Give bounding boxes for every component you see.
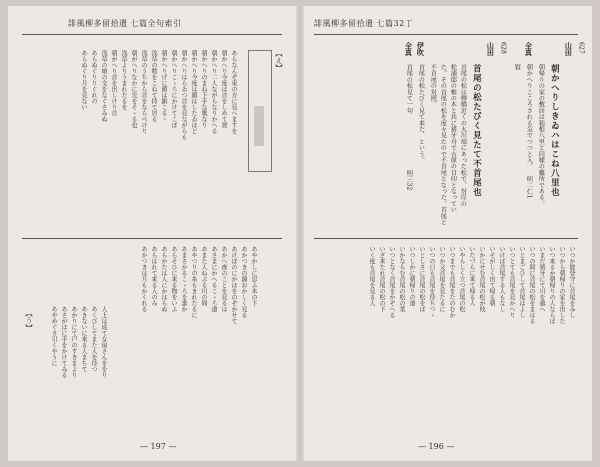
entry-628-text-4: 不首尾の対照。 [429, 64, 437, 108]
entry-628-text-6: 首尾の松見て一句 [405, 64, 413, 114]
section-marker-e: 【え】 [275, 50, 283, 71]
verse-line: いけば首尾する人もなし [498, 246, 505, 312]
entry-627-ref: 明二仁1 [525, 176, 533, 199]
entry-628-ref: 明三32 [405, 170, 413, 191]
verse-line: いとまごひして首尾はよし [518, 246, 525, 318]
verse-line: あらそひに来る物をいふ [170, 246, 177, 312]
right-page-header: 誹風柳多留拾遺 七篇32丁 [314, 19, 414, 28]
entry-627-title: 朝かへりしきゐハはこね八里也 [549, 64, 560, 197]
verse-column-block-a [158, 50, 238, 230]
verse-line: いつか又首尾を見たるに [438, 246, 445, 312]
entry-628-text-3: た。その首尾の松を度々見たので不首尾となった。首尾と [439, 64, 447, 226]
verse-line: いく度も首尾を見る人 [368, 246, 375, 306]
verse-line: あやかしに思ふ木の下 [250, 246, 257, 306]
verse-line: 浅草のうちから首をならべけり [140, 50, 147, 134]
verse-line: あらかたは人にかはらぬ [160, 246, 167, 312]
entry-628-text-5: 首尾の松たびく見て来た、という。 [417, 64, 425, 164]
verse-line: あらぬぐり月を見ない [80, 50, 87, 110]
entry-628-head: 山田 [486, 42, 496, 56]
book-spread [8, 6, 592, 461]
entry-627-label-2: 全真 [524, 42, 534, 56]
entry-628-number: 628 [499, 42, 507, 54]
entry-628-title: 首尾の松たびく見たて不首尾也 [471, 64, 482, 197]
entry-628-text-1: 首尾の松は柳橋近くの大川端にあった松で、対岸の [459, 64, 467, 207]
verse-line: 浅草の数をこねて持て居る [150, 50, 157, 122]
verse-line: あかへ夜のことを見るは [220, 246, 227, 312]
verse-line: あまさかるこゝろを誰か [180, 246, 187, 312]
entry-628-label-3: 全真 [404, 42, 414, 56]
verse-line: 朝かへりこゝろにかけてこぼ [170, 50, 177, 128]
left-page-header: 誹風柳多留拾遺 七篇全句索引 [68, 19, 182, 28]
entry-627-label-3: 賢 [513, 64, 521, 71]
verse-line: 浅草よりうまれたるを [120, 50, 127, 110]
verse-line: いつまでも首尾をたのむか [448, 246, 455, 318]
verse-line: あやつりの糸もきれたるに [190, 246, 197, 318]
verse-line: あやめぐさ引くやうに [50, 306, 57, 366]
verse-line: あらなんぞ東の方に見へますを [230, 50, 237, 134]
verse-line: いかにせむ首尾の松が枝 [478, 246, 485, 312]
verse-line: 朝がへり首を出しけり首 [110, 50, 117, 116]
verse-line: いつとなく首尾をかぞへる [388, 246, 395, 318]
verse-column-block-d [48, 306, 108, 436]
entry-627-text-1: 朝帰りの家の敷居は箱根八里と同様の難所である。 [537, 64, 545, 207]
verse-line: いやらしく立つ首尾の松 [458, 246, 465, 312]
verse-line: いつ来るか朝帰りの人ならば [548, 246, 555, 324]
section-marker-u: 【う】 [25, 310, 33, 331]
right-page-number: — 196 — [418, 442, 455, 451]
right-verse-column-block [366, 246, 576, 436]
verse-line: 朝かへりのまね下手な歌なり [200, 50, 207, 128]
right-page [304, 6, 592, 461]
verse-line: 朝がへりなかに先をそゝる也 [130, 50, 137, 128]
left-mid-rule [22, 238, 282, 239]
verse-line: 浅草の娘の文をなぐさみぬ [100, 50, 107, 122]
verse-line: あまた人ねぶる川の間 [200, 246, 207, 306]
verse-line: 朝かへりげに顔は顕こるゝ [160, 50, 167, 122]
entry-627-number: 627 [577, 42, 585, 54]
verse-line: いざ来たれ首尾の松の下 [378, 246, 385, 312]
verse-line: いつか能登守に首尾をみし [568, 246, 575, 318]
verse-line: あくびしてまた人を待つ [90, 306, 97, 372]
verse-column-block-b [78, 50, 158, 230]
verse-line: いかならむ首尾の松の葉 [398, 246, 405, 312]
verse-line: いつから朝帰りの家を出した [558, 246, 565, 324]
verse-line: いつの間に首尾の松をまはる [528, 246, 535, 324]
left-page [8, 6, 296, 461]
verse-line: 朝かへり二人ながらなりかへる [210, 50, 217, 134]
verse-line: いつとても首尾を見かへり [508, 246, 515, 318]
verse-line: いとしさに首尾の松をば [418, 246, 425, 312]
verse-line: あさがほに手をかけてみる [60, 306, 67, 378]
verse-line: 人上は成て女房さんををり [100, 306, 107, 378]
verse-line: 朝かへり今度は顔はしたゐほど [190, 50, 197, 134]
verse-line: あさまにかへるこゝろ道 [210, 246, 217, 312]
entry-627-text-2: 朝かへりこころされる気でつつと入。 [525, 64, 533, 170]
verse-line: いまだ猪牙にて川を越へ [538, 246, 545, 312]
verse-line: あかつきの鐘おかしく見る [240, 246, 247, 318]
section-seal [254, 106, 264, 146]
verse-line: あけぼのにかほをのぞかせて [230, 246, 237, 324]
right-mid-rule [314, 238, 578, 239]
entry-627-head: 山田 [564, 42, 574, 56]
verse-line: いつしかに朝帰りの道 [408, 246, 415, 306]
left-header-rule [22, 34, 282, 35]
verse-line: いたづらに来て帰る人 [468, 246, 475, 306]
entry-628-label-2: 伊吹 [416, 42, 426, 56]
left-page-number: — 197 — [140, 442, 177, 451]
verse-line: あきないに来る人まちて [80, 306, 87, 372]
book-gutter [296, 6, 304, 461]
verse-line: あらぬぐりりぐれの [90, 50, 97, 104]
verse-column-block-c [138, 246, 258, 436]
verse-line: あらはれて来る人のみ [150, 246, 157, 306]
verse-line: あかつきは月もかくれる [140, 246, 147, 312]
verse-line: 朝かへりはらゐつ首を見ながらも [180, 50, 187, 140]
verse-line: 朝かへり今度は首をしめて置 [220, 50, 227, 128]
verse-line: いつの日も首尾を待ちつゝ [428, 246, 435, 318]
entry-628-text-2: 松浦邸の椎の木と共に猪牙舟で吉原の目印となってい [449, 64, 457, 213]
right-header-rule [314, 34, 578, 35]
verse-line: あかりにて戸のすきまより [70, 306, 77, 378]
verse-line: いそがしく出て帰る朝 [488, 246, 495, 306]
